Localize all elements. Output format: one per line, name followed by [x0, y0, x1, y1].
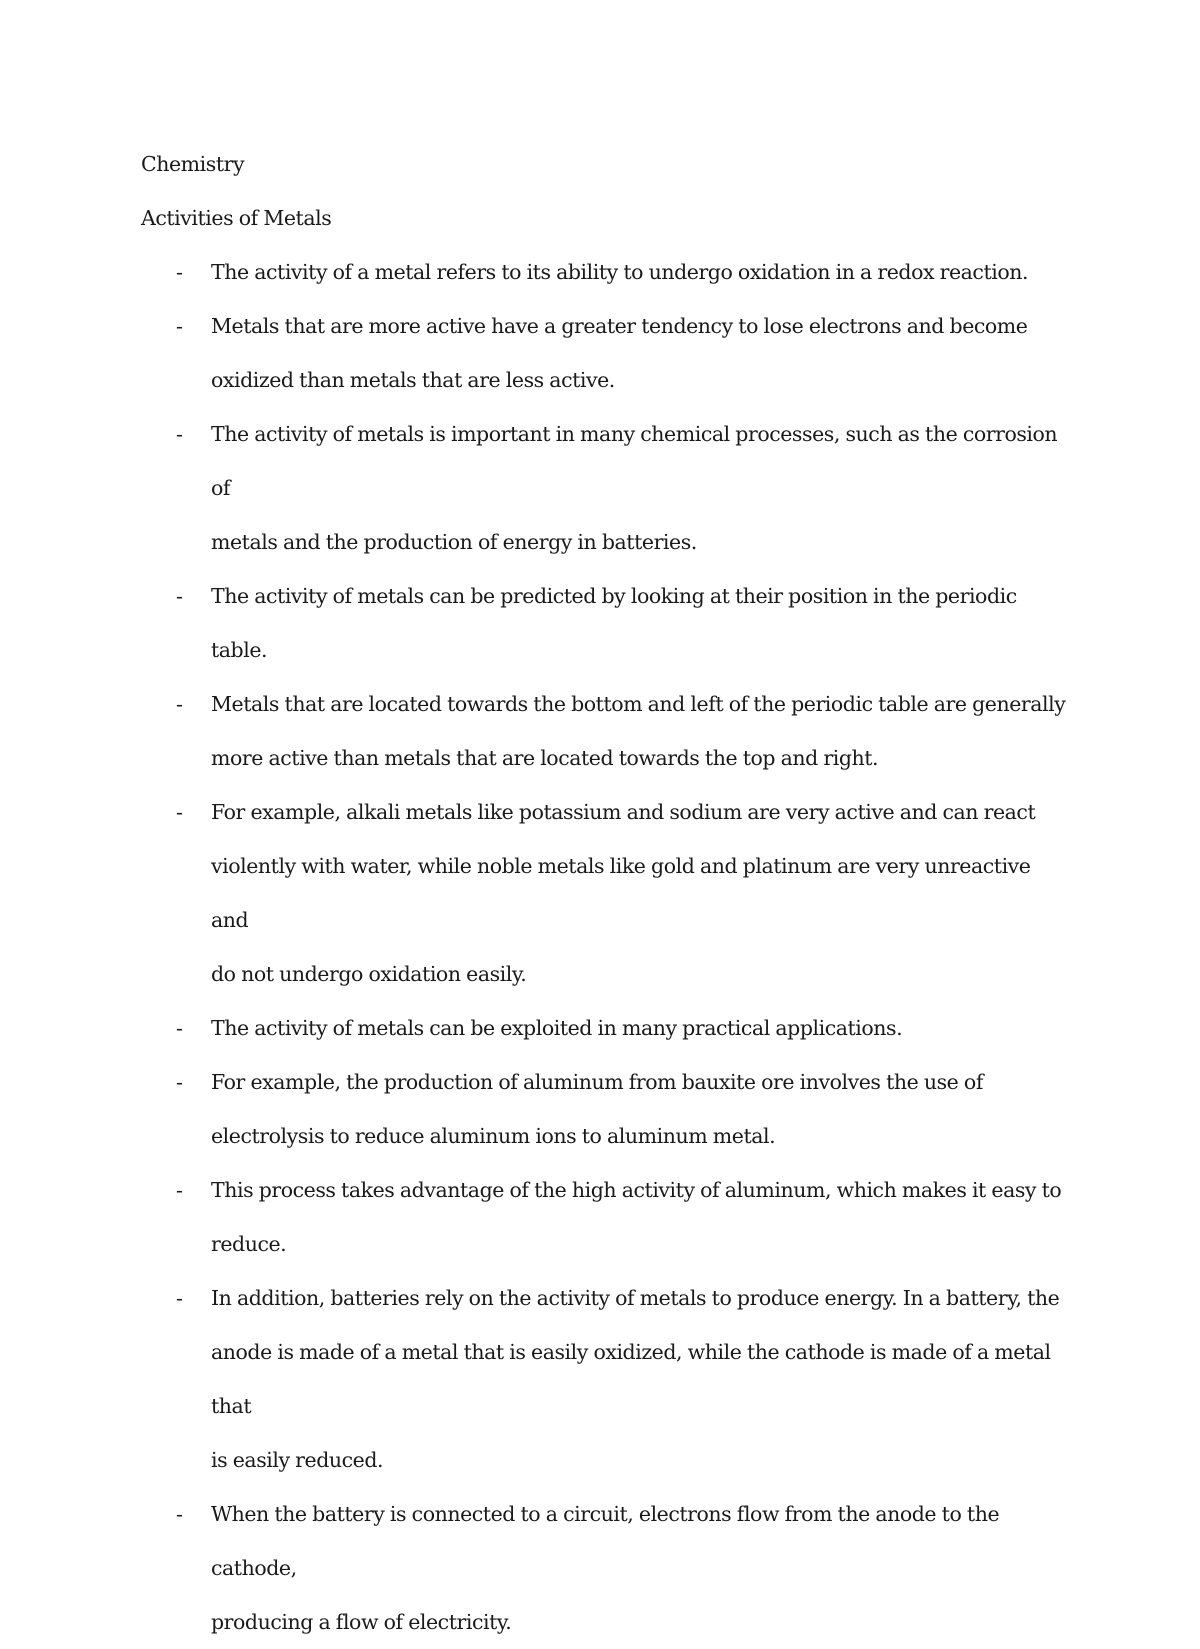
bullet-dash: -: [176, 584, 183, 608]
list-item: [141, 1163, 1071, 1271]
list-item: [141, 407, 1071, 569]
bullet-text: The activity of a metal refers to its ability to undergo oxidation in a redox reaction.: [211, 260, 1029, 284]
bullet-list: [141, 245, 1071, 1649]
bullet-dash: -: [176, 1016, 183, 1040]
bullet-text: For example, the production of aluminum from bauxite ore involves the use of electrolysis to reduce aluminum ions to aluminum metal.: [211, 1070, 983, 1148]
list-item: [141, 1001, 1071, 1055]
document-title: Activities of Metals: [141, 206, 332, 230]
bullet-dash: -: [176, 1070, 183, 1094]
bullet-text: Metals that are located towards the bottom and left of the periodic table are generally more active than metals that are located towards the top and right.: [211, 692, 1066, 770]
list-item: [141, 569, 1071, 677]
list-item: [141, 1271, 1071, 1487]
bullet-text: In addition, batteries rely on the activity of metals to produce energy. In a battery, the anode is made of a metal that is easily oxidized, while the cathode is made of a metal that is easily reduced.: [211, 1286, 1060, 1472]
bullet-dash: -: [176, 1286, 183, 1310]
list-item: [141, 677, 1071, 785]
subject-heading: Chemistry: [141, 152, 245, 176]
bullet-text: For example, alkali metals like potassium and sodium are very active and can react violently with water, while noble metals like gold and platinum are very unreactive and do not undergo oxidation easily.: [211, 800, 1036, 986]
bullet-dash: -: [176, 314, 183, 338]
bullet-dash: -: [176, 260, 183, 284]
document-body: [141, 137, 1071, 1649]
bullet-dash: -: [176, 692, 183, 716]
bullet-text: The activity of metals is important in many chemical processes, such as the corrosion of metals and the production of energy in batteries.: [211, 422, 1058, 554]
bullet-dash: -: [176, 422, 183, 446]
bullet-text: The activity of metals can be predicted by looking at their position in the periodic table.: [211, 584, 1017, 662]
list-item: [141, 245, 1071, 299]
list-item: [141, 299, 1071, 407]
list-item: [141, 1487, 1071, 1649]
bullet-dash: -: [176, 1502, 183, 1526]
bullet-text: The activity of metals can be exploited in many practical applications.: [211, 1016, 903, 1040]
bullet-dash: -: [176, 800, 183, 824]
bullet-text: This process takes advantage of the high activity of aluminum, which makes it easy to reduce.: [211, 1178, 1062, 1256]
bullet-text: When the battery is connected to a circuit, electrons flow from the anode to the cathode, producing a flow of electricity.: [211, 1502, 1000, 1634]
list-item: [141, 785, 1071, 1001]
list-item: [141, 1055, 1071, 1163]
bullet-dash: -: [176, 1178, 183, 1202]
bullet-text: Metals that are more active have a greater tendency to lose electrons and become oxidized than metals that are less active.: [211, 314, 1028, 392]
